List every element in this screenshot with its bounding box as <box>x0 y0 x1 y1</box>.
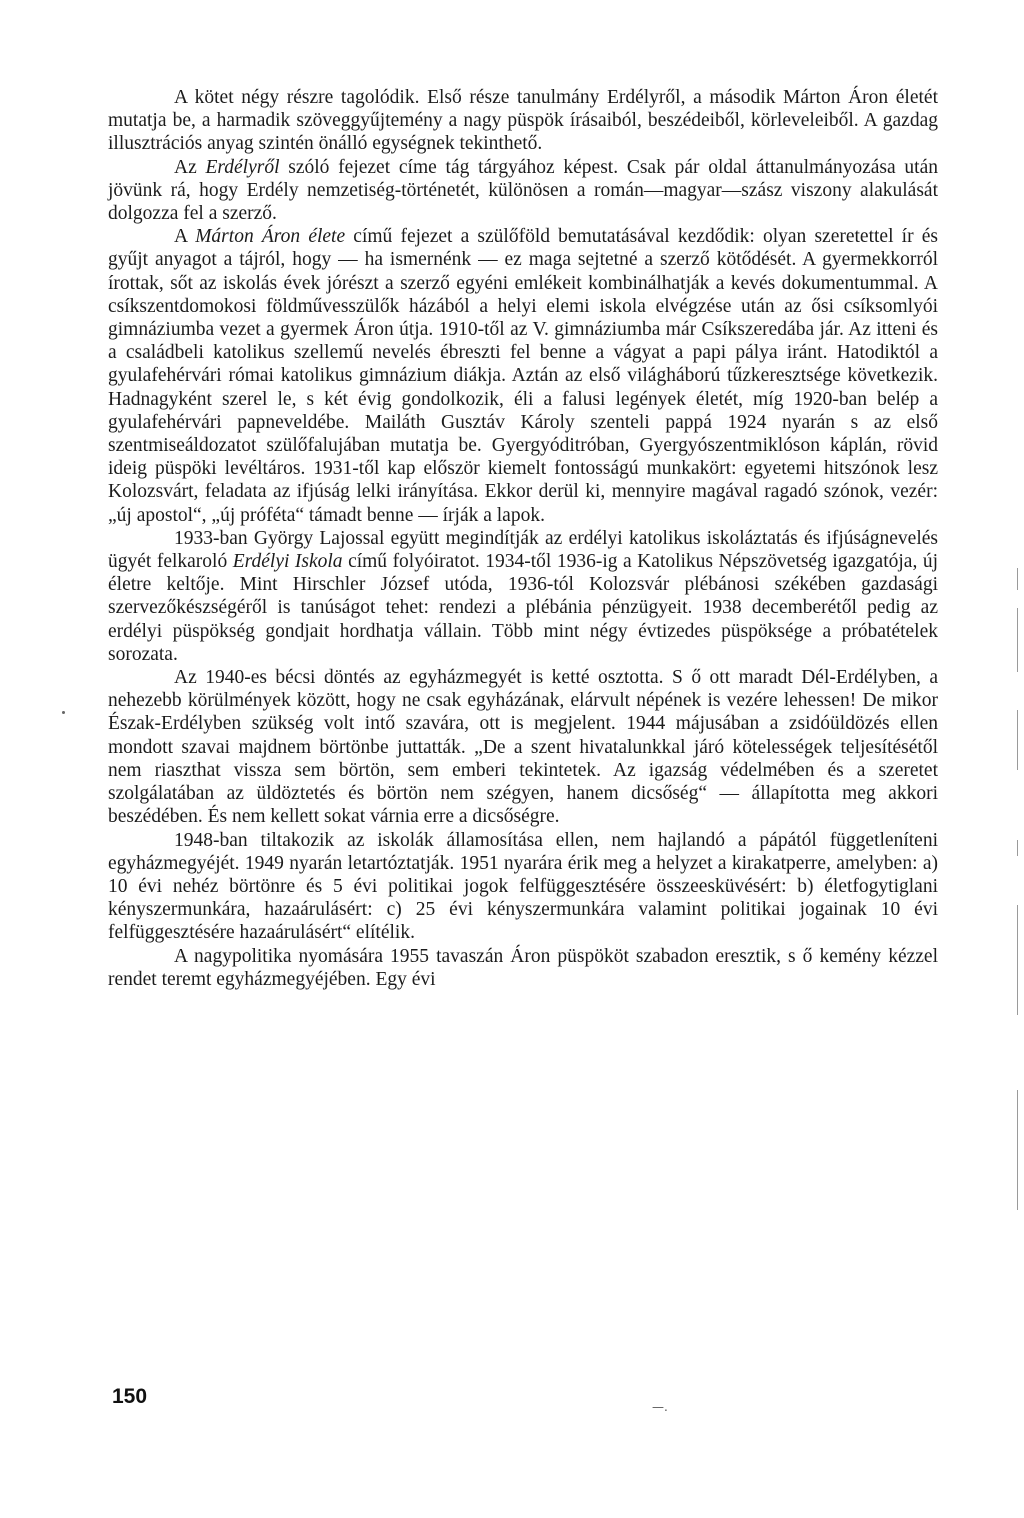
italic-title-text: Márton Áron élete <box>195 226 346 248</box>
paragraph <box>108 86 938 156</box>
paragraph <box>108 225 938 527</box>
paragraph <box>108 829 938 945</box>
paragraph-text: Az 1940-es bécsi döntés az egyházmegyét is ketté osztotta. S ő ott maradt Dél-Erdélyben, a nehezebb körülmények között, hogy ne csak egyházának, elárvult népének is vezére lehessen! De mikor Észak-Erdélyben szükség volt intő szavára, ott is megjelent. 1944 májusában a zsidóüldözés ellen mondott szavai majdnem börtönbe juttatták. „De a szent hivatalunkkal járó kötelességek teljesítésétől nem riaszthat vissza sem börtön, sem emberi tekintetek. Az igazság védelmében és a szeretet szolgálatában az üldöztetés és börtön nem szégyen, hanem dicsőség“ — állapította meg akkori beszédében. És nem kellett sokat várnia erre a dicsőségre. <box>108 667 938 828</box>
page-number: 150 <box>112 1385 148 1408</box>
paragraph <box>108 156 938 226</box>
paragraph-text: szóló fejezet címe tág tárgyához képest. Csak pár oldal áttanulmányozása után jövünk rá, hogy Erdély nemzetiség-történetét, különösen a román—magyar—szász viszony alakulását dolgozza fel a szerző. <box>108 156 938 225</box>
scan-margin-line <box>1017 710 1018 770</box>
paragraph-text: A nagypolitika nyomására 1955 tavaszán Áron püspököt szabadon eresztik, s ő kemény kézzel rendet teremt egyházmegyéjében. Egy évi <box>108 945 938 990</box>
scan-margin-line <box>1017 568 1018 590</box>
paragraph-text: 1948-ban tiltakozik az iskolák államosítása ellen, nem hajlandó a pápától függetleníteni egyházmegyéjét. 1949 nyarán letartóztatják. 1951 nyarára érik meg a helyzet a kirakatperre, amelyben: a) 10 évi nehéz börtönre és 5 évi politikai jogok felfüggesztésére összeesküvésért: b) életfogytiglani kényszermunkára, hazaárulásért: c) 25 évi kényszermunkára valamint politikai jogainak 10 évi felfüggesztésére hazaárulásért“ elítélik. <box>108 829 938 944</box>
paragraph-text: című folyóiratot. 1934-től 1936-ig a Katolikus Népszövetség igazgatója, új életre keltője. Mint Hirschler József utóda, 1936-tól Kolozsvár plébánosi székében gazdasági szervezőkészségéről is tanúságot tehet: rendezi a plébánia pénzügyeit. 1938 decemberétől pedig az erdélyi püspökség gondjait hordhatja vállain. Több mint négy évtizedes püspöksége a próbatételek sorozata. <box>108 551 938 665</box>
scan-margin-line <box>1017 1090 1018 1210</box>
paragraph <box>108 945 938 991</box>
scan-margin-line <box>1017 905 1018 1015</box>
italic-title-text: Erdélyről <box>205 156 280 178</box>
scan-margin-line <box>1017 840 1018 856</box>
document-body <box>108 86 938 991</box>
paragraph-text: 1933-ban György Lajossal együtt megindítják az erdélyi katolikus iskoláztatás és ifjúságnevelés ügyét felkaroló <box>108 527 938 573</box>
scan-margin-line <box>1017 608 1018 672</box>
paragraph-text: A <box>174 226 196 248</box>
paragraph-text: című fejezet a szülőföld bemutatásával kezdődik: olyan szeretettel ír és gyűjt anyagot a tájról, hogy — ha ismernénk — ez maga sejtetné a szerző kötődését. A gyermekkorról írottak, sőt az iskolás évek jórészt a szerző egyéni emlékeit kombinálhatják a kevés dokumentummal. A csíkszentdomokosi földművesszülők házából a helyi elemi iskola elvégzése után az ősi csíksomlyói gimnáziumba vezet a gyermek Áron útja. 1910-től az V. gimnáziumba már Csíkszeredába jár. Az itteni és a családbeli katolikus szellemű nevelés ébreszti fel benne a vágyat a papi pálya iránt. Hatodiktól a gyulafehérvári római katolikus gimnázium diákja. Aztán az első világháború tűzkeresztsége következik. Hadnagyként szerel le, s két évig gondolkozik, éli a falusi legények életét, míg 1920-ban belép a gyulafehérvári papneveldébe. Mailáth Gusztáv Károly szenteli pappá 1924 nyarán s az első szentmiseáldozatot szülőfalujában mutatja be. Gyergyóditróban, Gyergyószentmiklóson káplán, rövid ideig püspöki levéltáros. 1931-től kap először kiemelt fontosságú munkakört: egyetemi hitszónok lesz Kolozsvárt, feladata az ifjúság lelki irányítása. Ekkor derül ki, mennyire magával ragadó szónok, vezér: „új apostol“, „új próféta“ támadt benne — írják a lapok. <box>108 226 938 526</box>
paragraph-text: A kötet négy részre tagolódik. Első része tanulmány Erdélyről, a második Márton Áron életét mutatja be, a harmadik szöveggyűjtemény a nagy püspök írásaiból, beszédeiből, körleveleiből. A gazdag illusztrációs anyag szintén önálló egységnek tekinthető. <box>108 87 938 155</box>
paragraph <box>108 666 938 828</box>
scan-artifact-mark: —. <box>652 1400 668 1414</box>
italic-title-text: Erdélyi Iskola <box>232 551 343 573</box>
scan-artifact-dot <box>62 711 65 714</box>
paragraph-text: Az <box>174 156 206 178</box>
paragraph <box>108 527 938 666</box>
